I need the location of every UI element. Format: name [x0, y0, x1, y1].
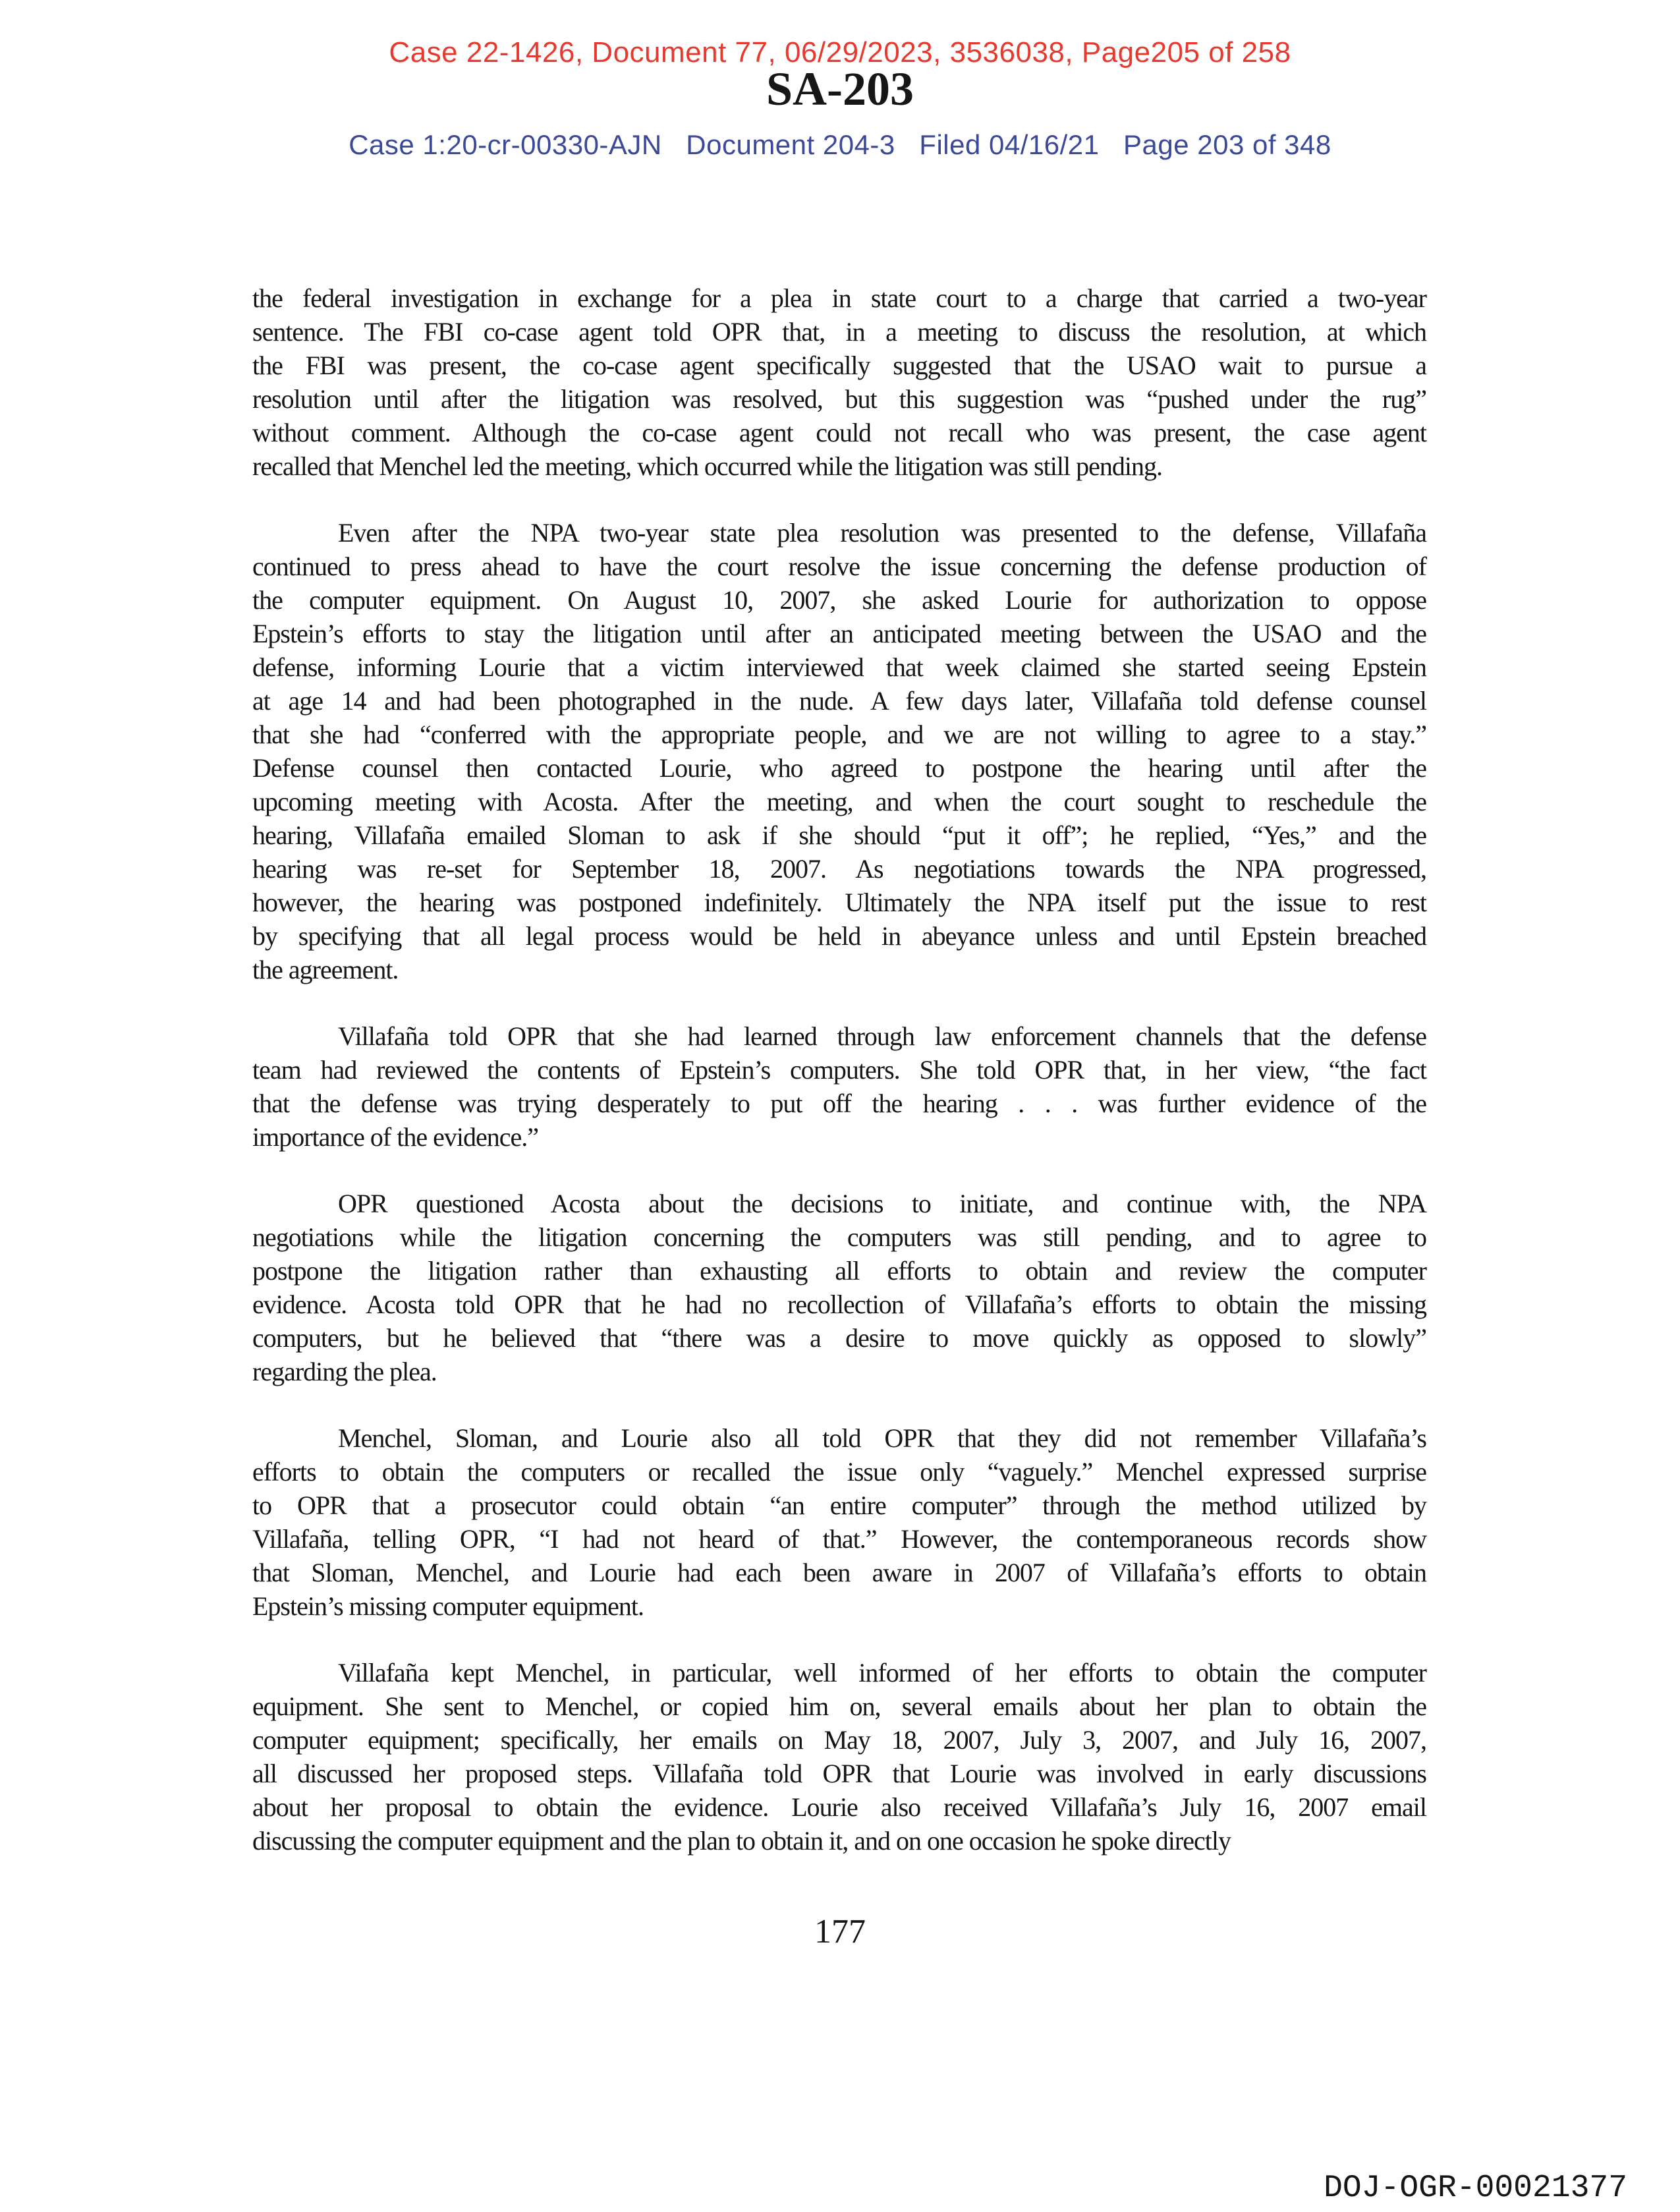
text-line: about her proposal to obtain the evidence. Lourie also received Villafaña’s July 16, 2007 email — [252, 1792, 1426, 1822]
text-line: the FBI was present, the co-case agent specifically suggested that the USAO wait to pursue a — [252, 351, 1426, 380]
paragraph — [252, 281, 1426, 483]
text-line: that Sloman, Menchel, and Lourie had each been aware in 2007 of Villafaña’s efforts to obtain — [252, 1558, 1426, 1587]
bates-number: DOJ-OGR-00021377 — [1324, 2170, 1627, 2206]
text-line: equipment. She sent to Menchel, or copied him on, several emails about her plan to obtain the — [252, 1691, 1426, 1721]
paragraph — [252, 1187, 1426, 1388]
text-line: that the defense was trying desperately to put off the hearing . . . was further evidence of the — [252, 1089, 1426, 1118]
paragraph — [252, 1656, 1426, 1858]
text-line: Villafaña kept Menchel, in particular, well informed of her efforts to obtain the computer — [338, 1658, 1426, 1687]
page-number: 177 — [814, 1913, 866, 1950]
text-line: Defense counsel then contacted Lourie, who agreed to postpone the hearing until after the — [252, 753, 1426, 783]
text-line: computer equipment; specifically, her emails on May 18, 2007, July 3, 2007, and July 16, 2007, — [252, 1725, 1426, 1755]
text-line: resolution until after the litigation was resolved, but this suggestion was “pushed under the rug” — [252, 384, 1426, 414]
text-line: evidence. Acosta told OPR that he had no recollection of Villafaña’s efforts to obtain the missing — [252, 1290, 1426, 1319]
district-case-header: Case 1:20-cr-00330-AJN Document 204-3 Filed 04/16/21 Page 203 of 348 — [349, 129, 1331, 160]
text-line: Epstein’s efforts to stay the litigation until after an anticipated meeting between the USAO and the — [252, 619, 1426, 648]
text-line: that she had “conferred with the appropriate people, and we are not willing to agree to a stay.” — [252, 720, 1426, 749]
text-line: postpone the litigation rather than exhausting all efforts to obtain and review the computer — [252, 1256, 1426, 1286]
text-line: OPR questioned Acosta about the decisions to initiate, and continue with, the NPA — [338, 1189, 1426, 1218]
document-body — [252, 281, 1426, 1858]
text-line: the computer equipment. On August 10, 2007, she asked Lourie for authorization to oppose — [252, 585, 1426, 615]
text-line: Epstein’s missing computer equipment. — [252, 1591, 644, 1621]
text-line: computers, but he believed that “there was a desire to move quickly as opposed to slowly” — [252, 1323, 1426, 1353]
text-line: Villafaña, telling OPR, “I had not heard of that.” However, the contemporaneous records show — [252, 1524, 1426, 1554]
text-line: efforts to obtain the computers or recalled the issue only “vaguely.” Menchel expressed surprise — [252, 1457, 1426, 1487]
paragraph — [252, 1421, 1426, 1623]
text-line: Even after the NPA two-year state plea resolution was presented to the defense, Villafaña — [338, 518, 1426, 548]
text-line: to OPR that a prosecutor could obtain “an entire computer” through the method utilized by — [252, 1490, 1426, 1520]
paragraph — [252, 516, 1426, 986]
text-line: recalled that Menchel led the meeting, which occurred while the litigation was still pending. — [252, 451, 1162, 481]
text-line: at age 14 and had been photographed in the nude. A few days later, Villafaña told defense counsel — [252, 686, 1426, 716]
text-line: all discussed her proposed steps. Villafaña told OPR that Lourie was involved in early discussions — [252, 1759, 1426, 1788]
appellate-case-header: Case 22-1426, Document 77, 06/29/2023, 3536038, Page205 of 258 — [389, 36, 1291, 69]
text-line: regarding the plea. — [252, 1357, 437, 1386]
text-line: team had reviewed the contents of Epstein’s computers. She told OPR that, in her view, “the fact — [252, 1055, 1426, 1085]
text-line: hearing, Villafaña emailed Sloman to ask if she should “put it off”; he replied, “Yes,” and the — [252, 820, 1426, 850]
text-line: however, the hearing was postponed indefinitely. Ultimately the NPA itself put the issue to rest — [252, 888, 1426, 917]
text-line: Menchel, Sloman, and Lourie also all told OPR that they did not remember Villafaña’s — [338, 1423, 1426, 1453]
paragraph — [252, 1019, 1426, 1154]
text-line: importance of the evidence.” — [252, 1122, 538, 1152]
text-line: defense, informing Lourie that a victim interviewed that week claimed she started seeing Epstein — [252, 652, 1426, 682]
text-line: the federal investigation in exchange for a plea in state court to a charge that carried a two-year — [252, 283, 1426, 313]
text-line: upcoming meeting with Acosta. After the meeting, and when the court sought to reschedule the — [252, 787, 1426, 816]
text-line: without comment. Although the co-case agent could not recall who was present, the case agent — [252, 418, 1426, 447]
text-line: negotiations while the litigation concerning the computers was still pending, and to agree to — [252, 1222, 1426, 1252]
text-line: by specifying that all legal process would be held in abeyance unless and until Epstein breached — [252, 921, 1426, 951]
text-line: the agreement. — [252, 955, 399, 984]
text-line: Villafaña told OPR that she had learned through law enforcement channels that the defense — [338, 1021, 1426, 1051]
supplemental-appendix-page-label: SA-203 — [766, 63, 914, 115]
text-line: discussing the computer equipment and the plan to obtain it, and on one occasion he spoke directly — [252, 1826, 1231, 1856]
text-line: hearing was re-set for September 18, 2007. As negotiations towards the NPA progressed, — [252, 854, 1426, 884]
text-line: sentence. The FBI co-case agent told OPR that, in a meeting to discuss the resolution, at which — [252, 317, 1426, 347]
text-line: continued to press ahead to have the court resolve the issue concerning the defense production of — [252, 552, 1426, 581]
